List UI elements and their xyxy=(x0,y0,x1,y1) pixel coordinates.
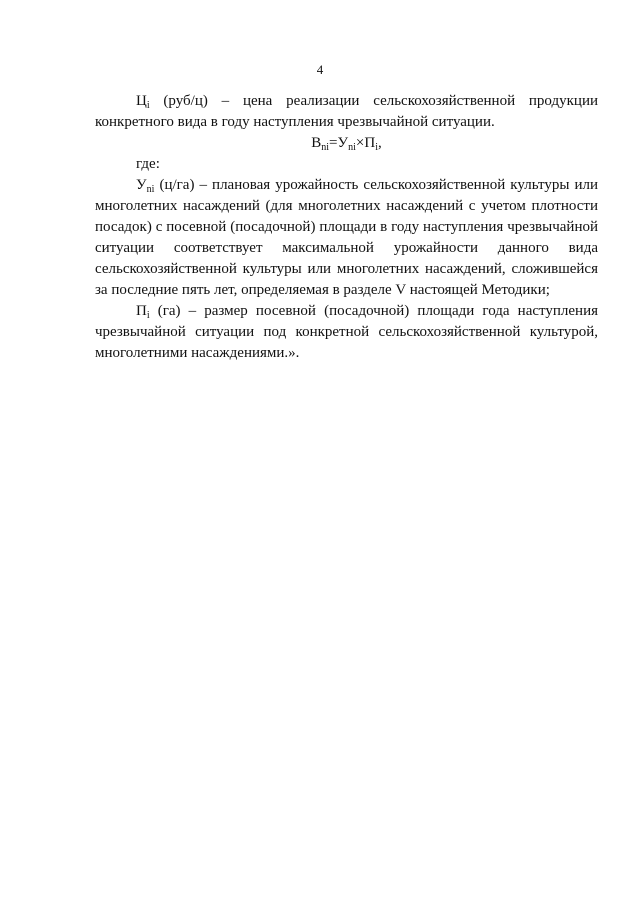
symbol-price: Ц xyxy=(136,93,147,109)
document-body xyxy=(95,91,598,364)
symbol-price-subscript: i xyxy=(146,100,150,111)
price-definition-text: (руб/ц) – цена реализации сельскохозяйственной продукции конкретного вида в году наступления чрезвычайной ситуации. xyxy=(95,93,598,130)
formula-times-area: ×П xyxy=(355,135,376,151)
formula-equals-yield: =У xyxy=(329,135,349,151)
formula-lhs-subscript: ni xyxy=(321,142,330,153)
formula xyxy=(95,133,598,154)
formula-tail: , xyxy=(378,135,382,151)
where-label: где: xyxy=(136,156,160,172)
formula-yield-subscript: ni xyxy=(348,142,356,153)
area-definition-text: (га) – размер посевной (посадочной) площади года наступления чрезвычайной ситуации под конкретной сельскохозяйственной культурой, многолетними насаждениями.». xyxy=(95,303,598,361)
page-number: 4 xyxy=(316,62,324,77)
paragraph-yield-definition xyxy=(95,175,598,301)
symbol-area: П xyxy=(136,303,147,319)
formula-lhs: В xyxy=(311,135,322,151)
paragraph-price-definition xyxy=(95,91,598,133)
formula-area-subscript: i xyxy=(375,142,378,153)
symbol-area-subscript: i xyxy=(146,310,150,321)
paragraph-area-definition xyxy=(95,301,598,364)
symbol-yield-subscript: ni xyxy=(146,184,155,195)
symbol-yield: У xyxy=(136,177,147,193)
yield-definition-text: (ц/га) – плановая урожайность сельскохозяйственной культуры или многолетних насаждений (для многолетних насаждений с учетом плотности посадок) с посевной (посадочной) площади в году наступления чрезвычайной ситуации соответствует максимальной урожайности данного вида сельскохозяйственной культуры или многолетних насаждений, сложившейся за последние пять лет, определяемая в разделе V настоящей Методики; xyxy=(95,177,598,298)
